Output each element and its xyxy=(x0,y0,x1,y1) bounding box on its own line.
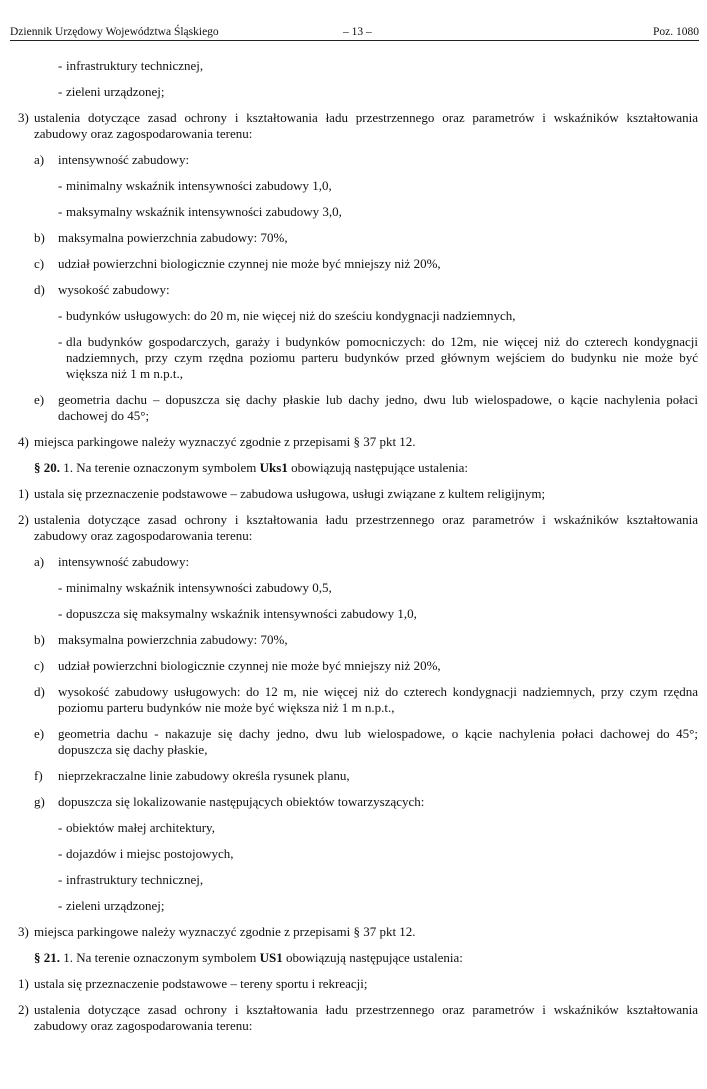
section-text: 1. Na terenie oznaczonym symbolem xyxy=(60,460,260,475)
letter-item xyxy=(34,632,698,648)
item-text: zieleni urządzonej; xyxy=(66,84,165,99)
letter-item xyxy=(34,392,698,424)
list-marker: - xyxy=(58,872,63,887)
list-marker: 3) xyxy=(18,924,29,939)
list-marker: 3) xyxy=(18,110,29,125)
position-number: Poz. 1080 xyxy=(653,26,699,38)
dash-item xyxy=(58,846,698,862)
item-text: miejsca parkingowe należy wyznaczyć zgodnie z przepisami § 37 pkt 12. xyxy=(34,434,416,449)
item-text: nieprzekraczalne linie zabudowy określa rysunek planu, xyxy=(58,768,350,783)
letter-item xyxy=(34,256,698,272)
numbered-item xyxy=(10,924,698,940)
list-marker: 1) xyxy=(18,976,29,991)
dash-item xyxy=(58,898,698,914)
item-text: maksymalny wskaźnik intensywności zabudowy 3,0, xyxy=(66,204,342,219)
item-text: dojazdów i miejsc postojowych, xyxy=(66,846,234,861)
letter-item xyxy=(34,684,698,716)
dash-item xyxy=(58,308,698,324)
list-marker: b) xyxy=(34,632,45,647)
dash-item xyxy=(58,606,698,622)
letter-item xyxy=(34,230,698,246)
page-number: – 13 – xyxy=(343,26,372,38)
list-marker: c) xyxy=(34,658,45,673)
list-marker: d) xyxy=(34,684,45,699)
numbered-item xyxy=(10,976,698,992)
numbered-item xyxy=(10,110,698,142)
item-text: wysokość zabudowy usługowych: do 12 m, nie więcej niż do czterech kondygnacji nadziemnych, przy czym rzędna poziomu parteru budynków nie może być większa niż 1 m n.p.t., xyxy=(58,684,698,715)
section-text: 1. Na terenie oznaczonym symbolem xyxy=(60,950,260,965)
list-marker: c) xyxy=(34,256,45,271)
list-marker: - xyxy=(58,204,63,219)
list-marker: - xyxy=(58,846,63,861)
numbered-item xyxy=(10,434,698,450)
list-marker: a) xyxy=(34,152,45,167)
dash-item xyxy=(58,204,698,220)
item-text: geometria dachu - nakazuje się dachy jedno, dwu lub wielospadowe, o kącie nachylenia połaci dachowej do 45°; dopuszcza się dachy płaskie, xyxy=(58,726,698,757)
item-text: maksymalna powierzchnia zabudowy: 70%, xyxy=(58,230,288,245)
item-text: infrastruktury technicznej, xyxy=(66,58,204,73)
numbered-item xyxy=(10,1002,698,1034)
numbered-item xyxy=(10,486,698,502)
item-text: ustala się przeznaczenie podstawowe – tereny sportu i rekreacji; xyxy=(34,976,368,991)
item-text: zieleni urządzonej; xyxy=(66,898,165,913)
item-text: wysokość zabudowy: xyxy=(58,282,170,297)
section-number: § 21. xyxy=(34,950,60,965)
item-text: ustala się przeznaczenie podstawowe – zabudowa usługowa, usługi związane z kultem religijnym; xyxy=(34,486,546,501)
item-text: ustalenia dotyczące zasad ochrony i kształtowania ładu przestrzennego oraz parametrów i wskaźników kształtowania zabudowy oraz zagospodarowania terenu: xyxy=(34,110,698,141)
item-text: dopuszcza się maksymalny wskaźnik intensywności zabudowy 1,0, xyxy=(66,606,417,621)
list-marker: - xyxy=(58,606,63,621)
section-paragraph xyxy=(10,460,698,476)
item-text: geometria dachu – dopuszcza się dachy płaskie lub dachy jedno, dwu lub wielospadowe, o kącie nachylenia połaci dachowej do 45°; xyxy=(58,392,698,423)
list-marker: - xyxy=(58,334,63,349)
list-marker: 1) xyxy=(18,486,29,501)
list-marker: - xyxy=(58,580,63,595)
list-marker: b) xyxy=(34,230,45,245)
letter-item xyxy=(34,768,698,784)
document-body xyxy=(10,58,698,1044)
list-marker: 2) xyxy=(18,512,29,527)
list-marker: e) xyxy=(34,726,45,741)
list-marker: g) xyxy=(34,794,45,809)
item-text: miejsca parkingowe należy wyznaczyć zgodnie z przepisami § 37 pkt 12. xyxy=(34,924,416,939)
section-text: obowiązują następujące ustalenia: xyxy=(287,460,468,475)
letter-item xyxy=(34,554,698,570)
dash-item xyxy=(58,872,698,888)
dash-item xyxy=(58,820,698,836)
list-marker: a) xyxy=(34,554,45,569)
dash-item xyxy=(58,580,698,596)
item-text: dla budynków gospodarczych, garaży i budynków pomocniczych: do 12m, nie więcej niż do czterech kondygnacji nadziemnych, przy czym rzędna poziomu parteru budynków przed głównym wejściem do budynku nie może być większa niż 1 m n.p.t., xyxy=(66,334,698,381)
dash-item xyxy=(58,84,698,100)
item-text: minimalny wskaźnik intensywności zabudowy 0,5, xyxy=(66,580,332,595)
list-marker: - xyxy=(58,58,63,73)
dash-item xyxy=(58,58,698,74)
item-text: ustalenia dotyczące zasad ochrony i kształtowania ładu przestrzennego oraz parametrów i wskaźników kształtowania zabudowy oraz zagospodarowania terenu: xyxy=(34,1002,698,1033)
letter-item xyxy=(34,282,698,298)
list-marker: - xyxy=(58,898,63,913)
zone-symbol: US1 xyxy=(259,950,283,965)
letter-item xyxy=(34,152,698,168)
item-text: intensywność zabudowy: xyxy=(58,152,190,167)
item-text: ustalenia dotyczące zasad ochrony i kształtowania ładu przestrzennego oraz parametrów i wskaźników kształtowania zabudowy oraz zagospodarowania terenu: xyxy=(34,512,698,543)
section-text: obowiązują następujące ustalenia: xyxy=(282,950,463,965)
item-text: maksymalna powierzchnia zabudowy: 70%, xyxy=(58,632,288,647)
journal-title: Dziennik Urzędowy Województwa Śląskiego xyxy=(10,26,219,38)
list-marker: - xyxy=(58,178,63,193)
item-text: intensywność zabudowy: xyxy=(58,554,190,569)
item-text: udział powierzchni biologicznie czynnej nie może być mniejszy niż 20%, xyxy=(58,658,441,673)
list-marker: e) xyxy=(34,392,45,407)
zone-symbol: Uks1 xyxy=(259,460,288,475)
list-marker: f) xyxy=(34,768,43,783)
item-text: dopuszcza się lokalizowanie następujących obiektów towarzyszących: xyxy=(58,794,425,809)
list-marker: - xyxy=(58,308,63,323)
item-text: udział powierzchni biologicznie czynnej nie może być mniejszy niż 20%, xyxy=(58,256,441,271)
letter-item xyxy=(34,726,698,758)
section-paragraph xyxy=(10,950,698,966)
section-number: § 20. xyxy=(34,460,60,475)
letter-item xyxy=(34,794,698,810)
list-marker: 2) xyxy=(18,1002,29,1017)
list-marker: 4) xyxy=(18,434,29,449)
numbered-item xyxy=(10,512,698,544)
item-text: infrastruktury technicznej, xyxy=(66,872,204,887)
item-text: minimalny wskaźnik intensywności zabudowy 1,0, xyxy=(66,178,332,193)
page-header xyxy=(10,26,699,41)
letter-item xyxy=(34,658,698,674)
item-text: obiektów małej architektury, xyxy=(66,820,215,835)
list-marker: d) xyxy=(34,282,45,297)
dash-item xyxy=(58,334,698,382)
list-marker: - xyxy=(58,84,63,99)
item-text: budynków usługowych: do 20 m, nie więcej niż do sześciu kondygnacji nadziemnych, xyxy=(66,308,516,323)
list-marker: - xyxy=(58,820,63,835)
dash-item xyxy=(58,178,698,194)
